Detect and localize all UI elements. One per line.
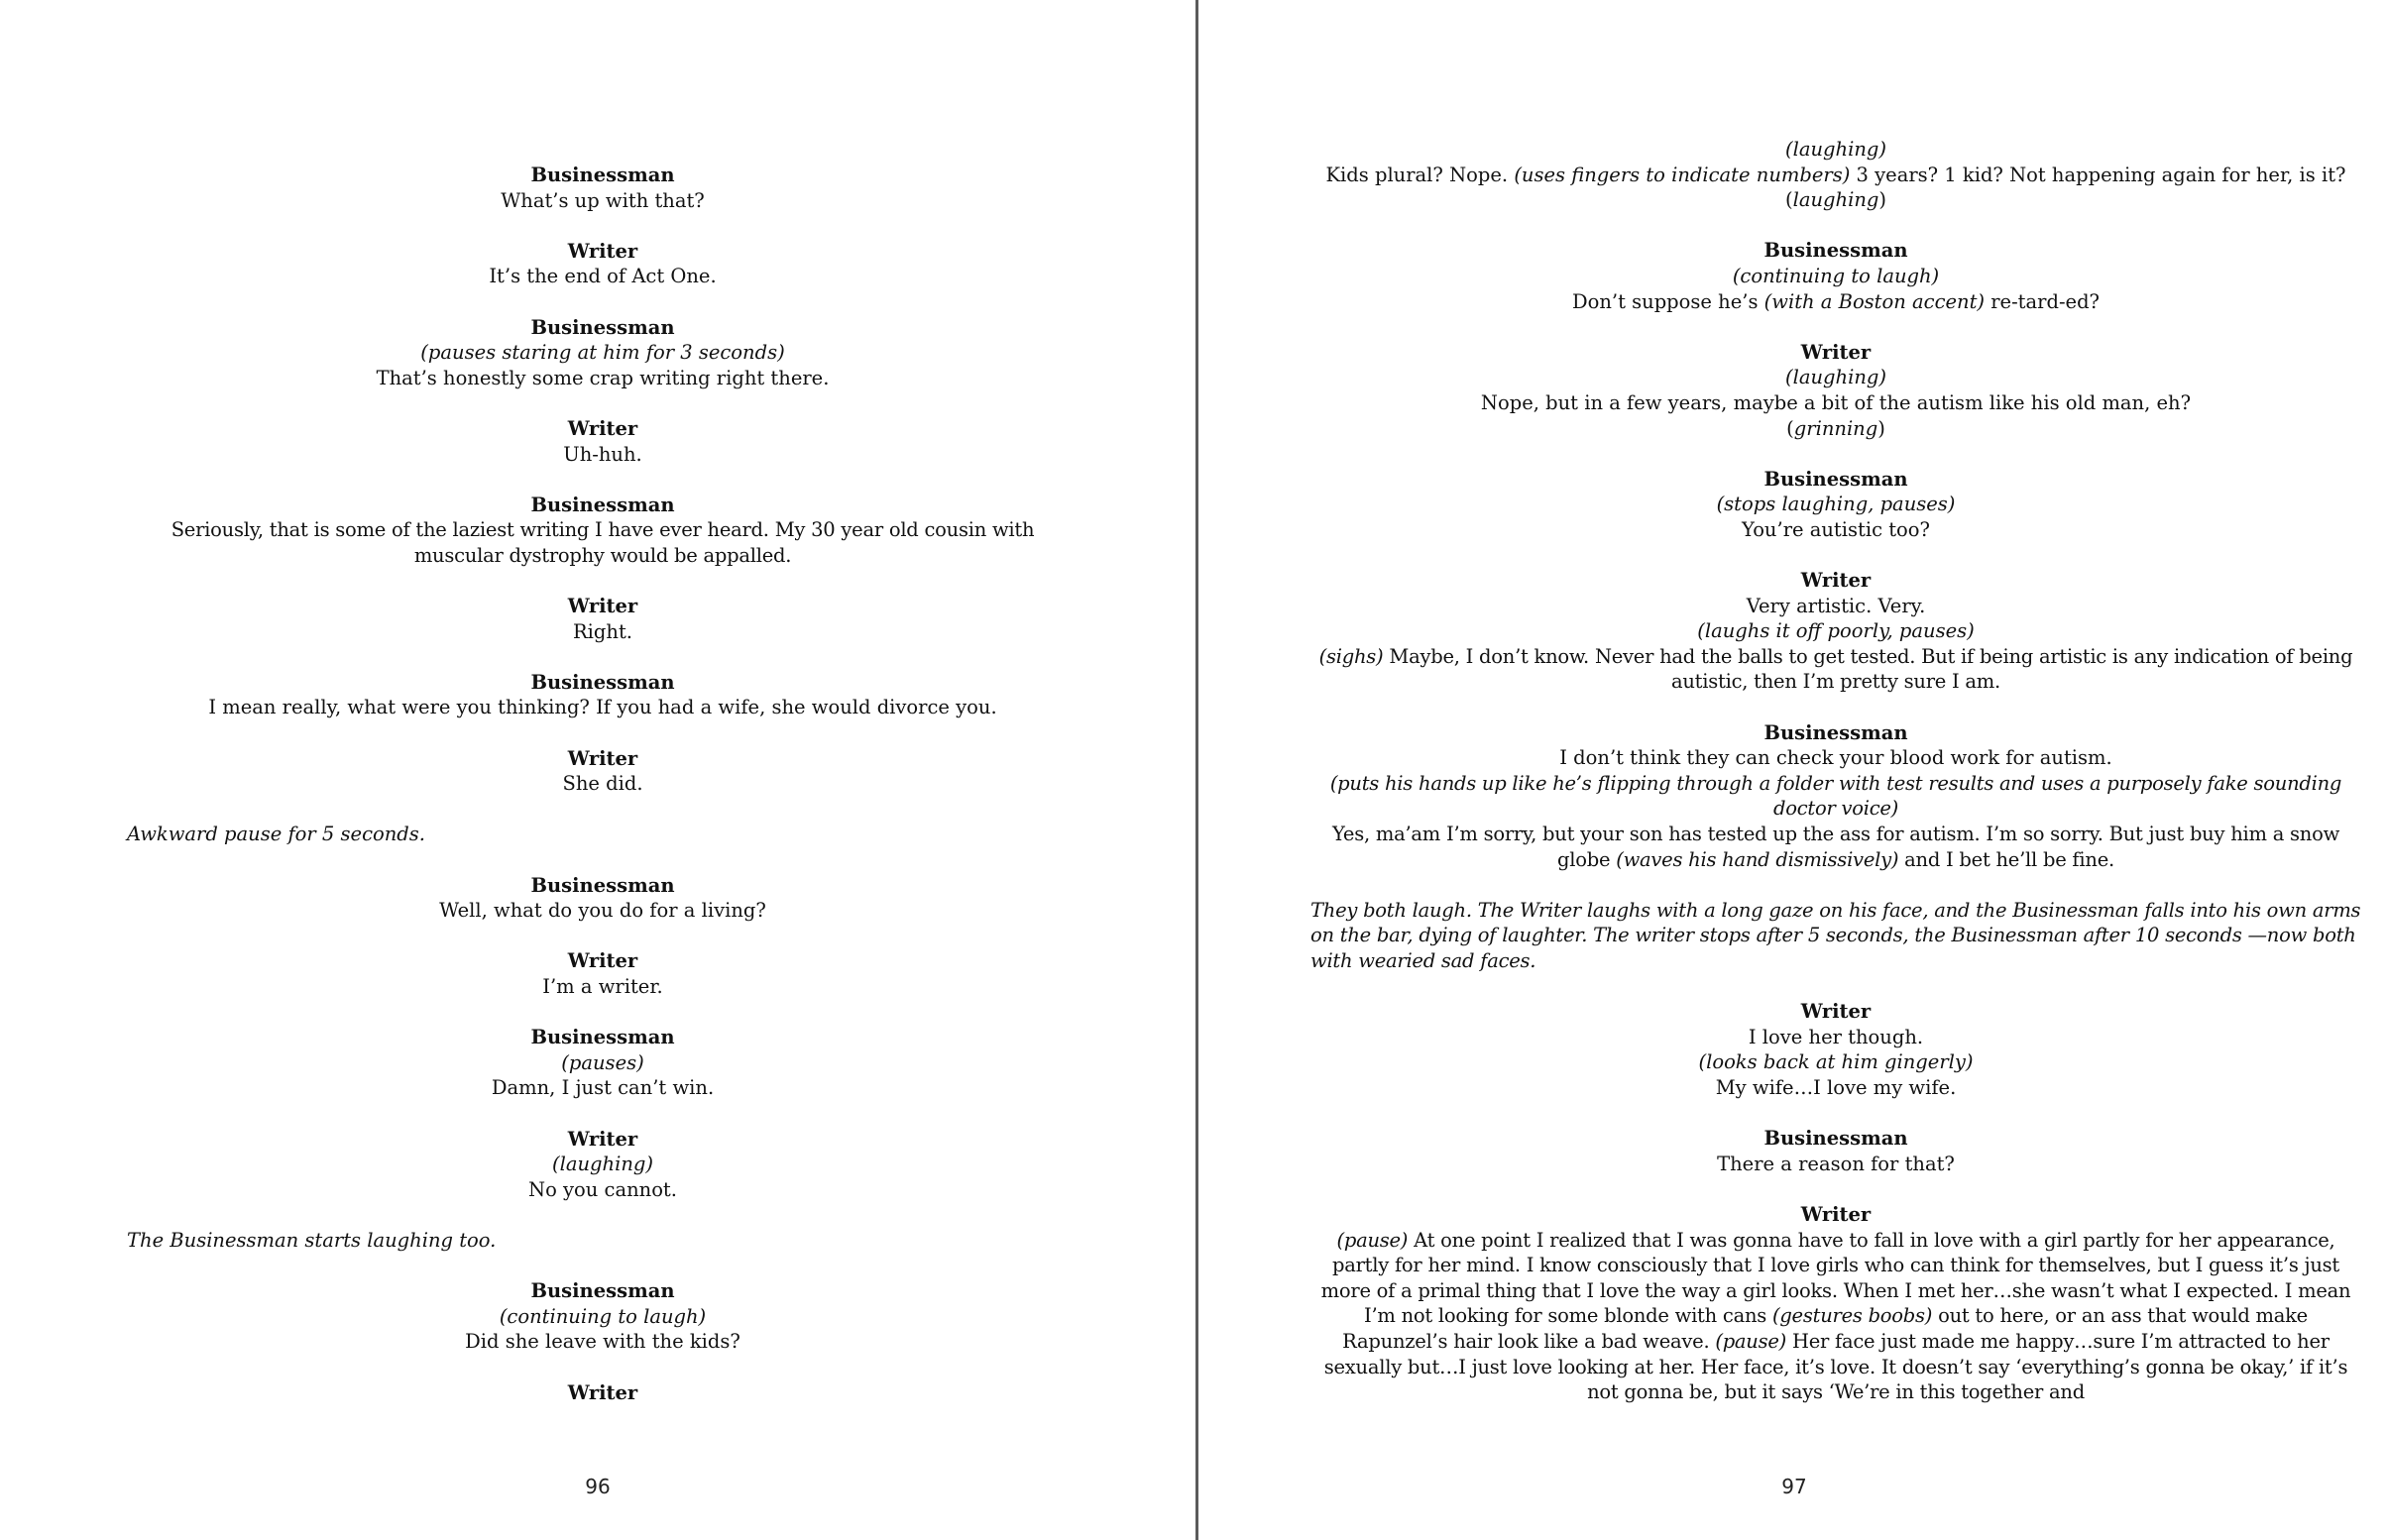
dialogue-block <box>127 1025 1079 1101</box>
inline-parenthetical: (gestures boobs) <box>1771 1304 1933 1328</box>
dialogue-block <box>1310 467 2361 543</box>
page-number: 97 <box>1781 1475 1807 1498</box>
parenthetical: (laughs it off poorly, pauses) <box>1697 619 1975 643</box>
paren-open: ( <box>1786 416 1794 440</box>
speaker-name: Writer <box>1800 340 1872 364</box>
dialogue-block <box>127 873 1079 924</box>
parenthetical: (looks back at him gingerly) <box>1698 1050 1974 1074</box>
speaker-name: Businessman <box>530 315 675 339</box>
dialogue-line: Uh-huh. <box>563 442 642 466</box>
parenthetical: (puts his hands up like he’s flipping through a folder with test results and uses a purposely fake sounding doctor voice) <box>1329 771 2342 821</box>
dialogue-line: Did she leave with the kids? <box>465 1330 740 1354</box>
dialogue-block <box>127 670 1079 720</box>
dialogue-block <box>127 594 1079 644</box>
speaker-name: Businessman <box>1763 1127 1908 1151</box>
inline-parenthetical: (pause) <box>1336 1228 1409 1252</box>
speaker-name: Writer <box>567 1380 638 1404</box>
speaker-name: Businessman <box>530 164 675 186</box>
dialogue-line: I mean really, what were you thinking? If you had a wife, she would divorce you. <box>208 696 997 719</box>
speaker-name: Writer <box>1800 1202 1872 1226</box>
parenthetical: (stops laughing, pauses) <box>1716 493 1956 516</box>
inline-parenthetical: (pause) <box>1715 1329 1787 1353</box>
dialogue-block <box>1310 1126 2361 1176</box>
dialogue-block <box>127 948 1079 999</box>
speaker-name: Businessman <box>530 873 675 897</box>
dialogue-line <box>1310 644 2361 695</box>
dialogue-text: Kids plural? Nope. <box>1325 163 1515 186</box>
dialogue-block <box>127 746 1079 797</box>
dialogue-block <box>1310 238 2361 314</box>
dialogue-line: Damn, I just can’t win. <box>491 1076 715 1100</box>
dialogue-text: Her face just made me happy…sure I’m attracted to her sexually but…I just love looking at her. Her face, it’s love. It doesn’t say ‘everything’s gonna be okay,’ if it’s not gonna be, but it says ‘We’re in this together and <box>1323 1329 2348 1404</box>
inline-parenthetical: (sighs) <box>1318 644 1384 668</box>
speaker-name: Businessman <box>530 670 675 694</box>
speaker-name: Writer <box>567 746 638 770</box>
dialogue-line: I’m a writer. <box>542 975 663 998</box>
dialogue-text: At one point I realized that I was gonna have to fall in love with a girl partly for her appearance, partly for her mind. I know consciously that I love girls who can think for themselves, but I guess it’s just more of a primal thing that I love the way a girl looks. When I met her…she wasn’t what I expected. I mean I’m not looking for some blonde with cans <box>1320 1228 2351 1328</box>
dialogue-block <box>127 163 1079 213</box>
dialogue-line: You’re autistic too? <box>1742 517 1930 541</box>
dialogue-line: No you cannot. <box>528 1177 677 1201</box>
dialogue-line: Very artistic. Very. <box>1746 594 1926 617</box>
dialogue-line: Well, what do you do for a living? <box>439 899 766 923</box>
speaker-name: Businessman <box>530 1026 675 1049</box>
dialogue-text: out to here, or an ass that would make Rapunzel’s hair look like a bad weave. <box>1342 1304 2308 1353</box>
dialogue-block <box>127 1127 1079 1203</box>
dialogue-line: My wife…I love my wife. <box>1715 1075 1957 1099</box>
parenthetical: (laughing) <box>1785 366 1886 389</box>
dialogue-line: Nope, but in a few years, maybe a bit of the autism like his old man, eh? <box>1480 390 2192 414</box>
dialogue-block <box>127 1278 1079 1355</box>
action-line: Awkward pause for 5 seconds. <box>127 823 425 846</box>
dialogue-text: 3 years? 1 kid? Not happening again for her, is it? ( <box>1785 163 2346 212</box>
speaker-name: Businessman <box>530 1279 675 1303</box>
speaker-name: Writer <box>567 416 638 440</box>
inline-parenthetical: (waves his hand dismissively) <box>1616 847 1899 871</box>
dialogue-text: Maybe, I don’t know. Never had the balls to get tested. But if being artistic is any indication of being autistic, then I’m pretty sure I am. <box>1383 644 2353 694</box>
dialogue-text: re-tard-ed? <box>1985 289 2101 313</box>
dialogue-line: There a reason for that? <box>1717 1152 1955 1175</box>
right-page-content <box>1310 137 2361 1430</box>
parenthetical: (pauses) <box>561 1050 644 1074</box>
dialogue-text: ) <box>1878 188 1886 212</box>
speaker-name: Businessman <box>530 493 675 516</box>
dialogue-block <box>127 315 1079 391</box>
dialogue-line: That’s honestly some crap writing right there. <box>376 366 830 389</box>
dialogue-block <box>1310 568 2361 695</box>
dialogue-block <box>127 239 1079 289</box>
speaker-name: Writer <box>567 949 638 973</box>
speaker-name: Businessman <box>1763 239 1908 263</box>
parenthetical: (pauses staring at him for 3 seconds) <box>420 341 785 365</box>
paren-close: ) <box>1877 416 1885 440</box>
speaker-name: Writer <box>1800 569 1872 593</box>
speaker-name: Businessman <box>1763 467 1908 491</box>
dialogue-line: Right. <box>573 619 632 643</box>
action-line: The Businessman starts laughing too. <box>127 1228 497 1252</box>
dialogue-block <box>127 493 1079 569</box>
dialogue-line: I love her though. <box>1748 1025 1924 1048</box>
speaker-name: Writer <box>567 1127 638 1151</box>
parenthetical: (laughing) <box>552 1153 653 1176</box>
action-line: They both laugh. The Writer laughs with a long gaze on his face, and the Businessman falls into his own arms on the bar, dying of laughter. The writer stops after 5 seconds, the Businessman after 10 seconds —now both with wearied sad faces. <box>1310 898 2361 972</box>
dialogue-text: and I bet he’ll be fine. <box>1898 847 2114 871</box>
dialogue-line <box>1310 289 2361 315</box>
speaker-name: Writer <box>1800 1000 1872 1024</box>
dialogue-line: It’s the end of Act One. <box>489 265 717 288</box>
parenthetical: (continuing to laugh) <box>499 1304 707 1328</box>
dialogue-block <box>1310 137 2361 213</box>
inline-parenthetical: laughing <box>1792 188 1879 212</box>
speaker-name: Writer <box>567 595 638 618</box>
right-page <box>1201 0 2387 1540</box>
inline-parenthetical: (uses fingers to indicate numbers) <box>1514 163 1851 186</box>
dialogue-line <box>1310 822 2361 872</box>
page-divider <box>1195 0 1198 1540</box>
dialogue-block <box>1310 340 2361 441</box>
dialogue-line: What’s up with that? <box>501 188 705 212</box>
dialogue-line: She did. <box>562 772 643 796</box>
left-page-content <box>127 163 1079 1431</box>
dialogue-block <box>1310 1202 2361 1405</box>
dialogue-line <box>1310 1228 2361 1405</box>
speaker-name: Writer <box>567 239 638 263</box>
dialogue-block <box>127 1380 1079 1406</box>
page-number: 96 <box>585 1475 611 1498</box>
dialogue-line: Seriously, that is some of the laziest writing I have ever heard. My 30 year old cousin with muscular dystrophy would be appalled. <box>170 518 1035 567</box>
parenthetical: (continuing to laugh) <box>1732 264 1940 287</box>
parenthetical: (laughing) <box>1785 138 1886 161</box>
dialogue-line: I don’t think they can check your blood work for autism. <box>1559 746 2112 770</box>
dialogue-line <box>1310 163 2361 213</box>
dialogue-text: Don’t suppose he’s <box>1571 289 1764 313</box>
dialogue-text: Yes, ma’am I’m sorry, but your son has tested up the ass for autism. I’m so sorry. But just buy him a snow globe <box>1331 823 2340 871</box>
speaker-name: Businessman <box>1763 720 1908 744</box>
dialogue-block <box>1310 999 2361 1100</box>
dialogue-block <box>127 416 1079 467</box>
dialogue-block <box>1310 720 2361 873</box>
parenthetical-line <box>1310 416 2361 442</box>
parenthetical: grinning <box>1793 416 1878 440</box>
inline-parenthetical: (with a Boston accent) <box>1763 289 1986 313</box>
